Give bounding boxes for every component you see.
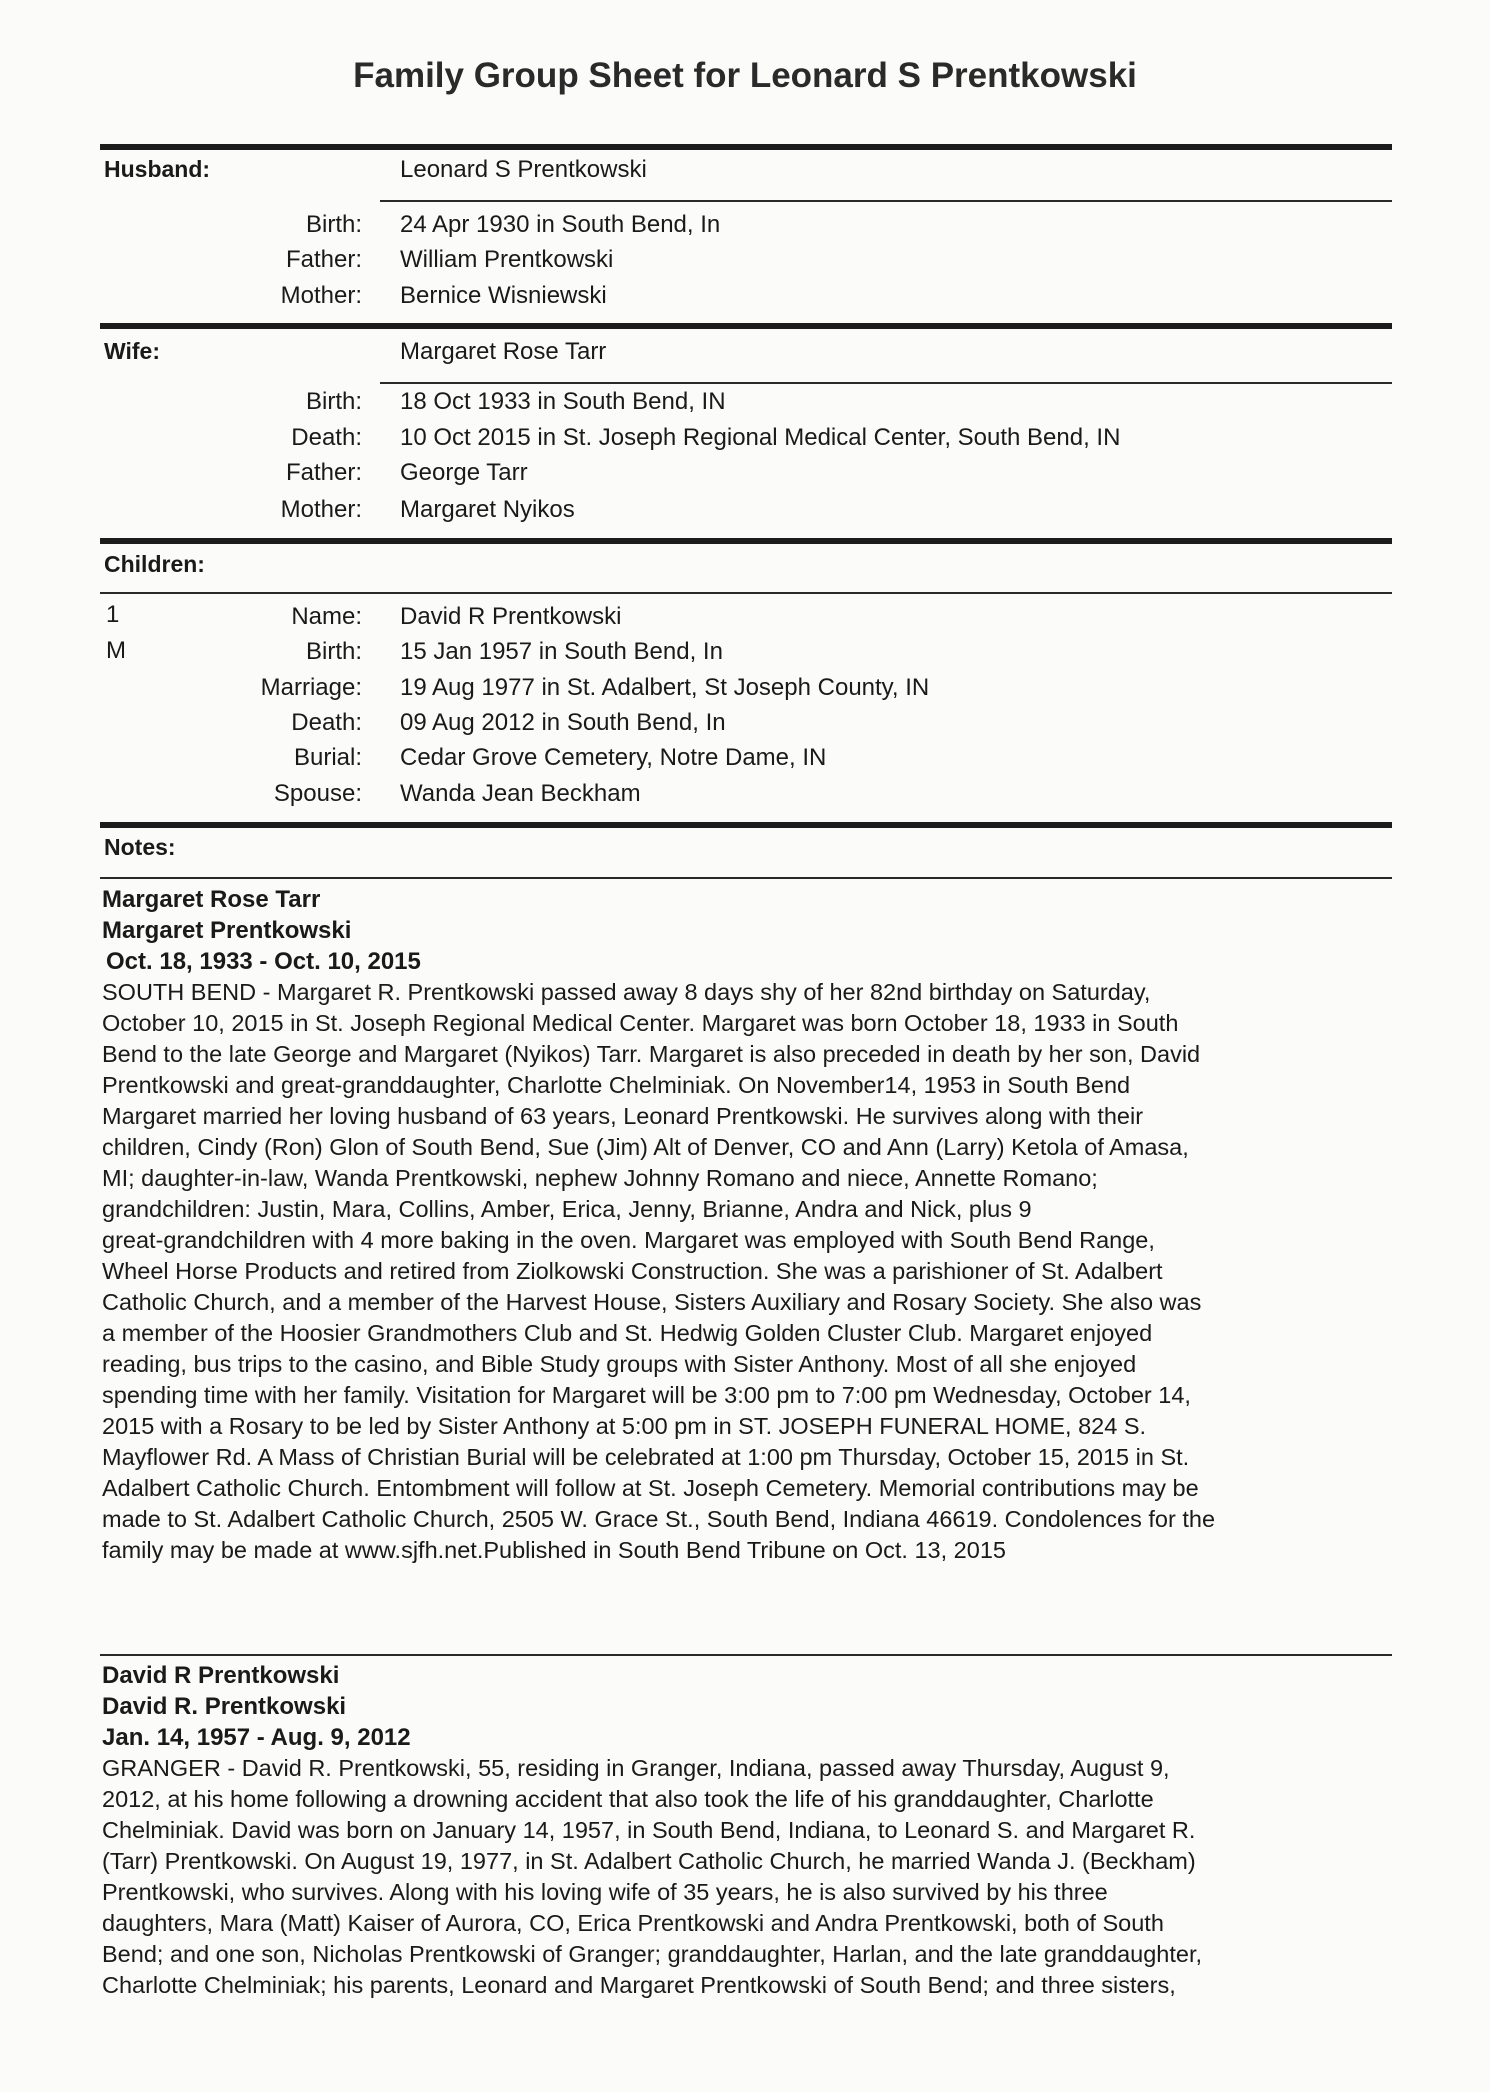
wife-name: Margaret Rose Tarr [400,338,607,365]
wife-mother-value: Margaret Nyikos [400,496,575,523]
child-burial-value: Cedar Grove Cemetery, Notre Dame, IN [400,744,827,771]
note-line: GRANGER - David R. Prentkowski, 55, residing in Granger, Indiana, passed away Thursday, August 9, [102,1755,1170,1781]
note-body [102,1753,1394,2001]
note-line: Mayflower Rd. A Mass of Christian Burial will be celebrated at 1:00 pm Thursday, October 15, 2015 in St. [102,1444,1190,1470]
section-rule [100,323,1392,329]
note-line: family may be made at www.sjfh.net.Published in South Bend Tribune on Oct. 13, 2015 [102,1537,1006,1563]
section-rule [100,538,1392,544]
children-label: Children: [104,551,205,577]
child-spouse-label: Spouse: [273,780,362,807]
child-marriage-label: Marriage: [260,674,362,701]
note-entry [102,884,1394,1566]
note-line: spending time with her family. Visitation for Margaret will be 3:00 pm to 7:00 pm Wednesday, October 14, [102,1382,1191,1408]
notes-label: Notes: [104,834,176,860]
note-name-alt: David R. Prentkowski [102,1693,347,1720]
note-line: a member of the Hoosier Grandmothers Club and St. Hedwig Golden Cluster Club. Margaret enjoyed [102,1320,1153,1346]
child-death-value: 09 Aug 2012 in South Bend, In [400,709,726,736]
husband-label: Husband: [104,156,211,182]
note-dates: Oct. 18, 1933 - Oct. 10, 2015 [106,948,421,975]
wife-mother-label: Mother: [280,496,362,523]
note-line: Catholic Church, and a member of the Harvest House, Sisters Auxiliary and Rosary Society. She also was [102,1289,1202,1315]
divider [380,382,1392,384]
note-line: great-grandchildren with 4 more baking in the oven. Margaret was employed with South Bend Range, [102,1227,1155,1253]
child-birth-label: Birth: [305,638,362,665]
child-death-label: Death: [291,709,362,736]
divider [100,1654,1392,1656]
note-body [102,977,1394,1566]
note-line: MI; daughter-in-law, Wanda Prentkowski, nephew Johnny Romano and niece, Annette Romano; [102,1165,1098,1191]
note-name: Margaret Rose Tarr [102,886,321,913]
note-line: 2015 with a Rosary to be led by Sister Anthony at 5:00 pm in ST. JOSEPH FUNERAL HOME, 824 S. [102,1413,1147,1439]
child-number: 1 [106,601,120,628]
note-line: SOUTH BEND - Margaret R. Prentkowski passed away 8 days shy of her 82nd birthday on Saturday, [102,979,1151,1005]
child-name-label: Name: [291,603,362,630]
wife-birth-label: Birth: [305,388,362,415]
child-burial-label: Burial: [293,744,362,771]
note-dates: Jan. 14, 1957 - Aug. 9, 2012 [102,1724,411,1751]
divider [100,592,1392,594]
wife-death-label: Death: [291,424,362,451]
note-line: Charlotte Chelminiak; his parents, Leonard and Margaret Prentkowski of South Bend; and three sisters, [102,1972,1176,1998]
note-line: made to St. Adalbert Catholic Church, 2505 W. Grace St., South Bend, Indiana 46619. Condolences for the [102,1506,1216,1532]
husband-mother-label: Mother: [280,282,362,309]
section-rule [100,144,1392,150]
note-line: Wheel Horse Products and retired from Ziolkowski Construction. She was a parishioner of St. Adalbert [102,1258,1163,1284]
child-sex: M [106,637,126,664]
note-line: Bend to the late George and Margaret (Nyikos) Tarr. Margaret is also preceded in death by her son, David [102,1041,1201,1067]
husband-father-value: William Prentkowski [400,246,614,273]
wife-birth-value: 18 Oct 1933 in South Bend, IN [400,388,726,415]
child-birth-value: 15 Jan 1957 in South Bend, In [400,638,723,665]
note-line: reading, bus trips to the casino, and Bible Study groups with Sister Anthony. Most of all she enjoyed [102,1351,1137,1377]
note-line: children, Cindy (Ron) Glon of South Bend, Sue (Jim) Alt of Denver, CO and Ann (Larry) Ketola of Amasa, [102,1134,1189,1160]
note-line: October 10, 2015 in St. Joseph Regional Medical Center. Margaret was born October 18, 1933 in South [102,1010,1179,1036]
note-entry [102,1660,1394,2001]
wife-label: Wife: [104,338,161,364]
note-line: Prentkowski, who survives. Along with his loving wife of 35 years, he is also survived by his three [102,1879,1108,1905]
page-title: Family Group Sheet for Leonard S Prentkowski [353,56,1137,95]
child-marriage-value: 19 Aug 1977 in St. Adalbert, St Joseph County, IN [400,674,930,701]
note-line: daughters, Mara (Matt) Kaiser of Aurora, CO, Erica Prentkowski and Andra Prentkowski, both of South [102,1910,1164,1936]
note-line: Prentkowski and great-granddaughter, Charlotte Chelminiak. On November14, 1953 in South Bend [102,1072,1131,1098]
divider [100,877,1392,879]
husband-birth-label: Birth: [305,211,362,238]
note-line: (Tarr) Prentkowski. On August 19, 1977, in St. Adalbert Catholic Church, he married Wanda J. (Beckham) [102,1848,1196,1874]
child-name-value: David R Prentkowski [400,603,622,630]
note-line: Chelminiak. David was born on January 14, 1957, in South Bend, Indiana, to Leonard S. and Margaret R. [102,1817,1196,1843]
child-spouse-value: Wanda Jean Beckham [400,780,641,807]
wife-death-value: 10 Oct 2015 in St. Joseph Regional Medical Center, South Bend, IN [400,424,1121,451]
note-name-alt: Margaret Prentkowski [102,917,352,944]
note-line: Bend; and one son, Nicholas Prentkowski of Granger; granddaughter, Harlan, and the late granddaughter, [102,1941,1203,1967]
note-line: Margaret married her loving husband of 63 years, Leonard Prentkowski. He survives along with their [102,1103,1144,1129]
husband-name: Leonard S Prentkowski [400,156,647,183]
husband-father-label: Father: [285,246,362,273]
section-rule [100,822,1392,828]
divider [380,200,1392,202]
note-line: 2012, at his home following a drowning accident that also took the life of his granddaughter, Charlotte [102,1786,1154,1812]
husband-birth-value: 24 Apr 1930 in South Bend, In [400,211,721,238]
wife-father-value: George Tarr [400,459,528,486]
note-line: grandchildren: Justin, Mara, Collins, Amber, Erica, Jenny, Brianne, Andra and Nick, plus 9 [102,1196,1032,1222]
wife-father-label: Father: [285,459,362,486]
husband-mother-value: Bernice Wisniewski [400,282,607,309]
note-line: Adalbert Catholic Church. Entombment will follow at St. Joseph Cemetery. Memorial contributions may be [102,1475,1199,1501]
note-name: David R Prentkowski [102,1662,340,1689]
